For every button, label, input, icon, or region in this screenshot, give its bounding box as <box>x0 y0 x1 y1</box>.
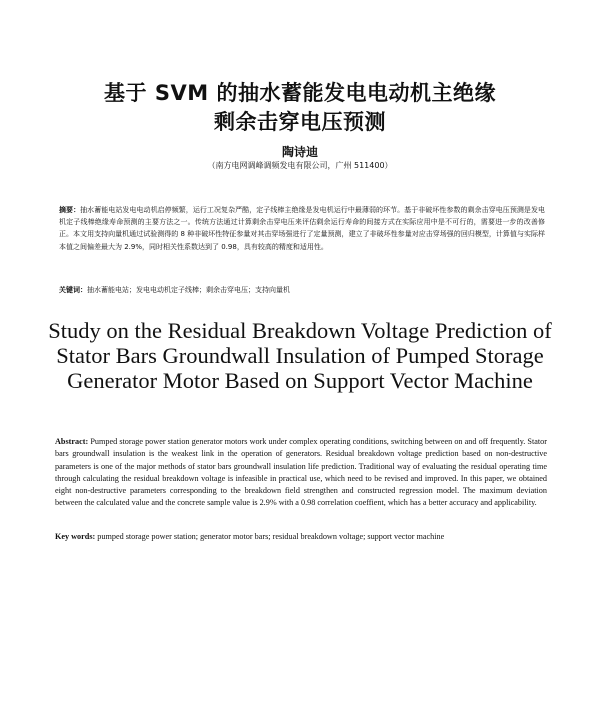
english-abstract-text: Pumped storage power station generator motors work under complex operating conditions, switching between on and off frequently. Stator bars groundwall insulation is the weakest link in the operation of generators. Residual breakdown voltage prediction based on non-destructive parameters is one of the major methods of stator bars groundwall insulation life prediction. Traditional way of evaluating the residual operating time through calculating the residual breakdown voltage is infeasible in practical use, which need to be revised and improved. In this paper, we obtained eight non-destructive parameters corresponding to the breakdown field strengthen and constructed regression model. The maximum deviation between the calculated value and the concrete sample value is 2.9% with a 0.98 correlation coeffient, which has a better accuracy and applicability. <box>55 437 547 508</box>
chinese-abstract-label: 摘要： <box>59 206 81 214</box>
chinese-keywords-label: 关键词： <box>59 286 87 294</box>
chinese-abstract <box>59 204 545 253</box>
chinese-title-line-1: 基于 SVM 的抽水蓄能发电电动机主绝缘 <box>104 81 496 105</box>
chinese-abstract-text: 抽水蓄能电站发电电动机启停频繁，运行工况复杂严酷，定子线棒主绝缘是发电机运行中最薄弱的环节。基于非破坏性参数的剩余击穿电压预测是发电机定子线棒绝缘寿命预测的主要方法之一。传统方法通过计算剩余击穿电压来评估剩余运行寿命的间接方式在实际应用中是不可行的，需要进一步的改善修正。本文用支持向量机通过试验测得的 8 种非破坏性特征参量对其击穿场强进行了定量预测，建立了非破坏性参量对应击穿场强的回归模型，计算值与实际样本值之间偏差最大为 2.9%，同时相关性系数达到了 0.98，具有较高的精度和适用性。 <box>59 206 546 251</box>
english-abstract-label: Abstract: <box>55 437 89 446</box>
english-abstract <box>55 436 547 510</box>
english-keywords-label: Key words: <box>55 532 96 541</box>
english-keywords <box>55 531 547 543</box>
chinese-keywords <box>59 284 545 296</box>
chinese-affiliation: （南方电网调峰调频发电有限公司，广州 511400） <box>207 161 393 170</box>
english-keywords-text: pumped storage power station; generator motor bars; residual breakdown voltage; support vector machine <box>97 532 445 541</box>
english-title: Study on the Residual Breakdown Voltage Prediction of Stator Bars Groundwall Insulation of Pumped Storage Generator Motor Based on Support Vector Machine <box>48 318 552 393</box>
chinese-author: 陶诗迪 <box>281 145 318 159</box>
chinese-title-line-2: 剩余击穿电压预测 <box>214 110 386 134</box>
chinese-keywords-text: 抽水蓄能电站；发电电动机定子线棒；剩余击穿电压；支持向量机 <box>87 286 290 294</box>
